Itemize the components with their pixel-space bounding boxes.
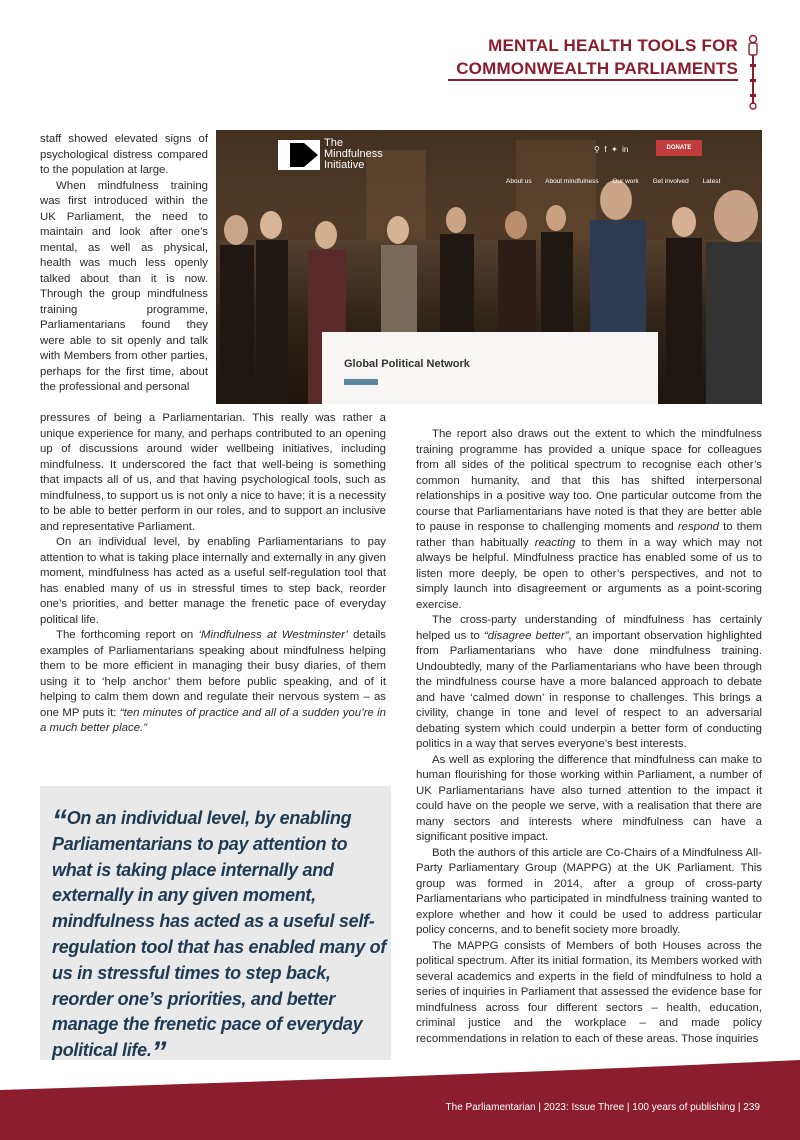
body-paragraph: When mindfulness training was first introduced within the UK Parliament, the need to maintain and look after one’s mental, as well as physical, health was much less openly talked about than it is now. Through the group mindfulness training programme, Parliamentarians found they were able to sit openly and talk with Members from other parties, perhaps for the first time, about the professional and personal bbox=[40, 179, 208, 393]
right-column bbox=[416, 427, 762, 1047]
footer-text: The Parliamentarian | 2023: Issue Three | 100 years of publishing | 239 bbox=[445, 1102, 760, 1113]
body-paragraph: The cross-party understanding of mindfulness has certainly helped us to “disagree better”, an important observation highlighted from Parliamentarians who have done mindfulness training. Undoubtedly, many of the Parliamentarians who have been through the mindfulness course have a more balanced approach to debate and have ‘calmed down’ in response to challenges. This brings a civility, change in tone and level of respect to an adversarial debating system which could underpin a better form of conducting politics in a way that serves everyone’s best interests. bbox=[416, 614, 762, 750]
mace-icon bbox=[746, 34, 760, 110]
page-header-title bbox=[456, 34, 738, 80]
nav-item: About mindfulness bbox=[545, 178, 599, 185]
site-logo-text: The Mindfulness Initiative bbox=[324, 137, 383, 171]
body-paragraph: pressures of being a Parliamentarian. This really was rather a unique experience for many, and perhaps contributed to an opening up of discussions around wider wellbeing initiatives, including mindfulness. It underscored the fact that well-being is something that impacts all of us, and that having psychological tools, such as mindfulness, to support us is not only a nice to have; it is a necessity to be able to better perform in our roles, and to support an inclusive and representative Parliament. bbox=[40, 412, 386, 533]
body-paragraph: The forthcoming report on ‘Mindfulness at Westminster’ details examples of Parliamentarians speaking about mindfulness helping them to be more efficient in managing their busy diaries, of them using it to ‘help anchor’ them before public speaking, and of it helping to calm them down and regulate their nervous system – as one MP puts it: “ten minutes of practice and all of a sudden you’re in a much better place.” bbox=[40, 629, 387, 734]
body-paragraph: Both the authors of this article are Co-Chairs of a Mindfulness All-Party Parliamentary Group (MAPPG) at the UK Parliament. This group was formed in 2014, after a group of cross-party Parliamentarians who participated in mindfulness training wanted to explore whether and how it could be used to address particular policy concerns, and to benefit society more broadly. bbox=[416, 846, 762, 936]
nav-item: Latest bbox=[702, 178, 721, 185]
facebook-icon: f bbox=[604, 145, 607, 154]
body-paragraph: The MAPPG consists of Members of both Houses across the political spectrum. After its initial formation, its Members worked with several academics and experts in the field of mindfulness to hold a series of inquiries in Parliament that assessed the evidence base for mindfulness across four different sectors – health, education, criminal justice and the workplace – and made policy recommendations in relation to each of these areas. Those inquiries bbox=[416, 939, 762, 1045]
header-title-line-1: MENTAL HEALTH TOOLS FOR bbox=[488, 36, 738, 55]
mindfulness-logo-icon bbox=[278, 140, 320, 170]
footer-band bbox=[0, 1060, 800, 1140]
nav-item: Our work bbox=[612, 178, 639, 185]
caption-card bbox=[322, 332, 658, 404]
body-paragraph: As well as exploring the difference that mindfulness can make to human flourishing for those working within Parliament, a number of UK Parliamentarians have also turned attention to the impact it could have on the people we serve, with a realisation that there are many sectors and interests where mindfulness can have a significant positive impact. bbox=[416, 753, 762, 843]
body-paragraph: On an individual level, by enabling Parliamentarians to pay attention to what is taking place internally and externally in any given moment, mindfulness has acted as a useful self-regulation tool that has enabled many of us in stressful times to step back, reorder one’s priorities, and better manage the frenetic pace of everyday political life. bbox=[40, 536, 386, 626]
close-quote-mark: ” bbox=[151, 1036, 167, 1070]
site-nav bbox=[506, 178, 732, 185]
left-column bbox=[40, 411, 386, 737]
pull-quote-text: “On an individual level, by enabling Parliamentarians to pay attention to what is taking place internally and externally in any given moment, mindfulness has acted as a useful self-regulation tool that has enabled many of us in stressful times to step back, reorder one’s priorities, and better manage the frenetic pace of everyday political life.” bbox=[52, 804, 387, 1070]
header-rule bbox=[448, 79, 738, 81]
nav-item: Get involved bbox=[652, 178, 689, 185]
event-photo bbox=[216, 130, 762, 404]
open-quote-mark: “ bbox=[52, 804, 67, 837]
donate-button: DONATE bbox=[656, 140, 702, 156]
caption-accent-bar bbox=[344, 379, 378, 385]
linkedin-icon: in bbox=[622, 145, 629, 154]
nav-item: About us bbox=[506, 178, 532, 185]
header-title-line-2: COMMONWEALTH PARLIAMENTS bbox=[456, 59, 738, 78]
caption-text: Global Political Network bbox=[344, 358, 470, 370]
left-column-top bbox=[40, 132, 208, 396]
body-paragraph: The report also draws out the extent to which the mindfulness training programme has provided a unique space for colleagues from all sides of the political spectrum to recognise each other’s common humanity, and that this has shifted interpersonal relationships in a positive way too. One particular outcome from the course that Parliamentarians have noted is that they are better able to pause in response to challenging moments and respond to them rather than habitually reacting to them in a way which may not always be helpful. Mindfulness practice has enabled some of us to listen more deeply, be open to other’s perspectives, and not to simply launch into disagreement or arguments as a point-scoring exercise. bbox=[416, 428, 762, 611]
search-icon: ⚲ bbox=[594, 145, 600, 154]
body-paragraph: staff showed elevated signs of psychological distress compared to the population at large. bbox=[40, 133, 208, 176]
pull-quote bbox=[40, 786, 391, 1070]
social-icons bbox=[594, 145, 628, 154]
twitter-icon: ✦ bbox=[611, 145, 618, 154]
